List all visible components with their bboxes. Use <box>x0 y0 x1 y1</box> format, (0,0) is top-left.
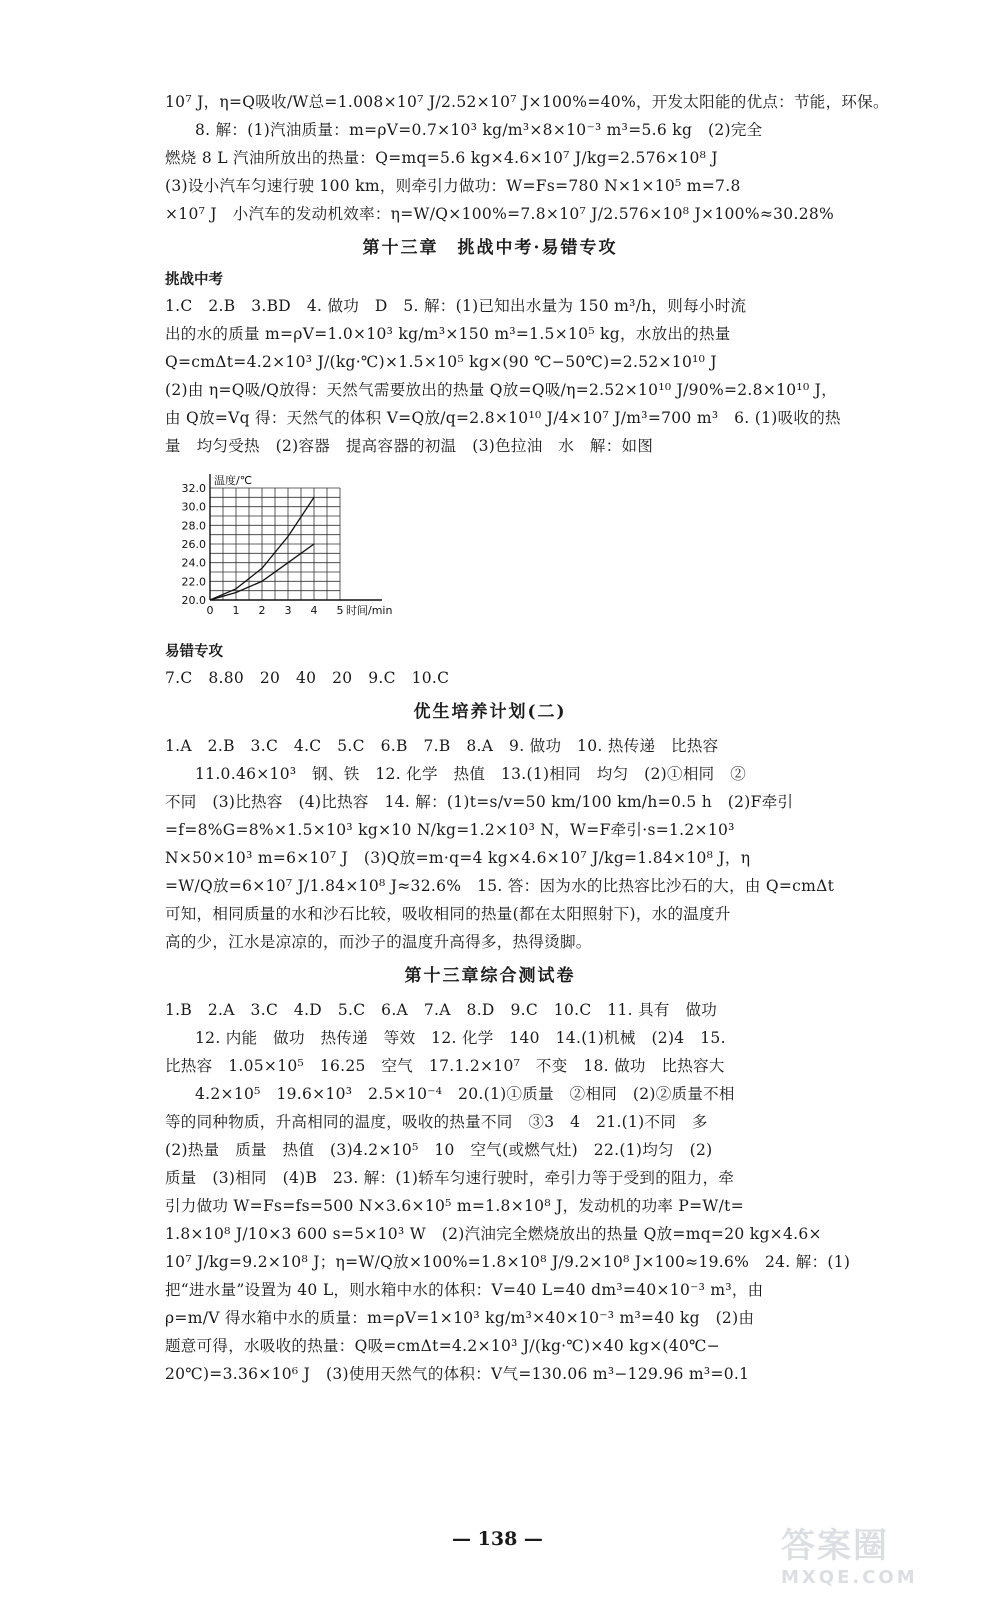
page-content <box>165 88 889 1388</box>
answer-block-part2 <box>165 292 841 460</box>
y-tick-label: 28.0 <box>181 519 206 533</box>
text-line: 把“进水量”设置为 40 L，则水箱中水的体积：V=40 L=40 dm³=40×10⁻³ m³，由 <box>165 1281 764 1299</box>
text-line: ×10⁷ J 小汽车的发动机效率：η=W/Q×100%=7.8×10⁷ J/2.576×10⁸ J×100%≈30.28% <box>165 205 835 223</box>
text-line: ρ=m/V 得水箱中水的质量：m=ρV=1×10³ kg/m³×40×10⁻³ m³=40 kg (2)由 <box>165 1309 755 1327</box>
text-line: 11.0.46×10³ 钢、铁 12. 化学 热值 13.(1)相同 均匀 (2)①相同 ② <box>195 765 747 783</box>
subheading-yicuo: 易错专攻 <box>165 644 223 660</box>
x-tick-label: 5 <box>336 604 344 617</box>
x-tick-label: 0 <box>206 604 214 617</box>
watermark-domain: MXQE.COM <box>781 1567 918 1588</box>
temperature-chart <box>165 466 815 636</box>
text-line: 出的水的质量 m=ρV=1.0×10³ kg/m³×150 m³=1.5×10⁵ kg，水放出的热量 <box>165 325 731 343</box>
text-line: 1.8×10⁸ J/10×3 600 s=5×10³ W (2)汽油完全燃烧放出的热量 Q放=mq=20 kg×4.6× <box>165 1225 822 1243</box>
text-line: 由 Q放=Vq 得：天然气的体积 V=Q放/q=2.8×10¹⁰ J/4×10⁷ J/m³=700 m³ 6. (1)吸收的热 <box>165 409 841 427</box>
y-tick-label: 32.0 <box>181 482 206 495</box>
text-line: N×50×10³ m=6×10⁷ J (3)Q放=m·q=4 kg×4.6×10⁷ J/kg=1.84×10⁸ J，η <box>165 849 751 867</box>
page-number: — 138 — <box>452 1528 543 1550</box>
answer-block-part3 <box>165 732 835 956</box>
text-line: 可知，相同质量的水和沙石比较，吸收相同的热量(都在太阳照射下)，水的温度升 <box>165 905 731 923</box>
y-tick-label: 22.0 <box>181 575 206 589</box>
text-line: Q=cmΔt=4.2×10³ J/(kg·℃)×1.5×10⁵ kg×(90 ℃−50℃)=2.52×10¹⁰ J <box>165 353 717 371</box>
text-line: 8. 解：(1)汽油质量：m=ρV=0.7×10³ kg/m³×8×10⁻³ m³=5.6 kg (2)完全 <box>195 121 763 139</box>
text-line: 质量 (3)相同 (4)B 23. 解：(1)轿车匀速行驶时，牵引力等于受到的阻力，牵 <box>165 1169 735 1187</box>
y-tick-label: 24.0 <box>181 556 206 570</box>
section-title-chapter13: 第十三章 挑战中考·易错专攻 <box>362 238 618 258</box>
x-tick-label: 2 <box>258 604 266 617</box>
x-tick-label: 3 <box>284 604 292 617</box>
section-title-test: 第十三章综合测试卷 <box>404 966 576 986</box>
subheading-tiaozhan: 挑战中考 <box>165 272 223 288</box>
text-line: 1.A 2.B 3.C 4.C 5.C 6.B 7.B 8.A 9. 做功 10. 热传递 比热容 <box>165 737 719 755</box>
text-line: 12. 内能 做功 热传递 等效 12. 化学 140 14.(1)机械 (2)4 15. <box>195 1029 726 1047</box>
text-line: 7.C 8.80 20 40 20 9.C 10.C <box>165 669 450 687</box>
text-line: 4.2×10⁵ 19.6×10³ 2.5×10⁻⁴ 20.(1)①质量 ②相同 (2)②质量不相 <box>195 1085 735 1103</box>
section-title-plan2: 优生培养计划(二) <box>413 702 567 722</box>
watermark-logo <box>781 1518 971 1588</box>
text-line: =W/Q放=6×10⁷ J/1.84×10⁸ J≈32.6% 15. 答：因为水的比热容比沙石的大，由 Q=cmΔt <box>165 877 835 895</box>
y-tick-label: 30.0 <box>181 500 206 514</box>
y-tick-label: 20.0 <box>181 594 206 607</box>
text-line: (2)热量 质量 热值 (3)4.2×10⁵ 10 空气(或燃气灶) 22.(1)均匀 (2) <box>165 1141 713 1159</box>
text-line: 10⁷ J/kg=9.2×10⁸ J；η=W/Q放×100%=1.8×10⁸ J/9.2×10⁸ J×100≈19.6% 24. 解：(1) <box>165 1253 851 1271</box>
text-line: 量 均匀受热 (2)容器 提高容器的初温 (3)色拉油 水 解：如图 <box>165 437 654 455</box>
answer-block-part1 <box>165 88 889 228</box>
watermark-text: 答案圈 <box>781 1526 889 1566</box>
text-line: 比热容 1.05×10⁵ 16.25 空气 17.1.2×10⁷ 不变 18. 做功 比热容大 <box>165 1057 725 1075</box>
text-line: 燃烧 8 L 汽油所放出的热量：Q=mq=5.6 kg×4.6×10⁷ J/kg=2.576×10⁸ J <box>165 149 718 167</box>
text-line: (3)设小汽车匀速行驶 100 km，则牵引力做功：W=Fs=780 N×1×10⁵ m=7.8 <box>165 177 741 195</box>
y-axis-label: 温度/℃ <box>214 474 253 487</box>
text-line: 等的同种物质，升高相同的温度，吸收的热量不同 ③3 4 21.(1)不同 多 <box>165 1113 708 1131</box>
text-line: (2)由 η=Q吸/Q放得：天然气需要放出的热量 Q放=Q吸/η=2.52×10¹⁰ J/90%=2.8×10¹⁰ J， <box>165 381 837 399</box>
answer-block-part4 <box>165 996 851 1388</box>
text-line: 不同 (3)比热容 (4)比热容 14. 解：(1)t=s/v=50 km/100 km/h=0.5 h (2)F牵引 <box>165 793 794 811</box>
x-axis-label: 时间/min <box>346 604 393 617</box>
text-line: 高的少，江水是凉凉的，而沙子的温度升高得多，热得烫脚。 <box>165 933 592 951</box>
y-tick-label: 26.0 <box>181 538 206 551</box>
text-line: =f=8%G=8%×1.5×10³ kg×10 N/kg=1.2×10³ N，W=F牵引·s=1.2×10³ <box>165 821 735 839</box>
text-line: 1.B 2.A 3.C 4.D 5.C 6.A 7.A 8.D 9.C 10.C 11. 具有 做功 <box>165 1001 718 1019</box>
x-tick-label: 1 <box>232 604 240 617</box>
text-line: 引力做功 W=Fs=fs=500 N×3.6×10⁵ m=1.8×10⁸ J，发动机的功率 P=W/t= <box>165 1197 744 1215</box>
text-line: 1.C 2.B 3.BD 4. 做功 D 5. 解：(1)已知出水量为 150 m³/h，则每小时流 <box>165 297 747 315</box>
text-line: 20℃)=3.36×10⁶ J (3)使用天然气的体积：V气=130.06 m³−129.96 m³=0.1 <box>165 1365 750 1383</box>
chart-svg <box>165 466 405 636</box>
text-line: 题意可得，水吸收的热量：Q吸=cmΔt=4.2×10³ J/(kg·℃)×40 kg×(40℃− <box>165 1337 721 1355</box>
x-tick-label: 4 <box>310 604 318 617</box>
text-line: 10⁷ J，η=Q吸收/W总=1.008×10⁷ J/2.52×10⁷ J×100%=40%，开发太阳能的优点：节能，环保。 <box>165 93 889 111</box>
